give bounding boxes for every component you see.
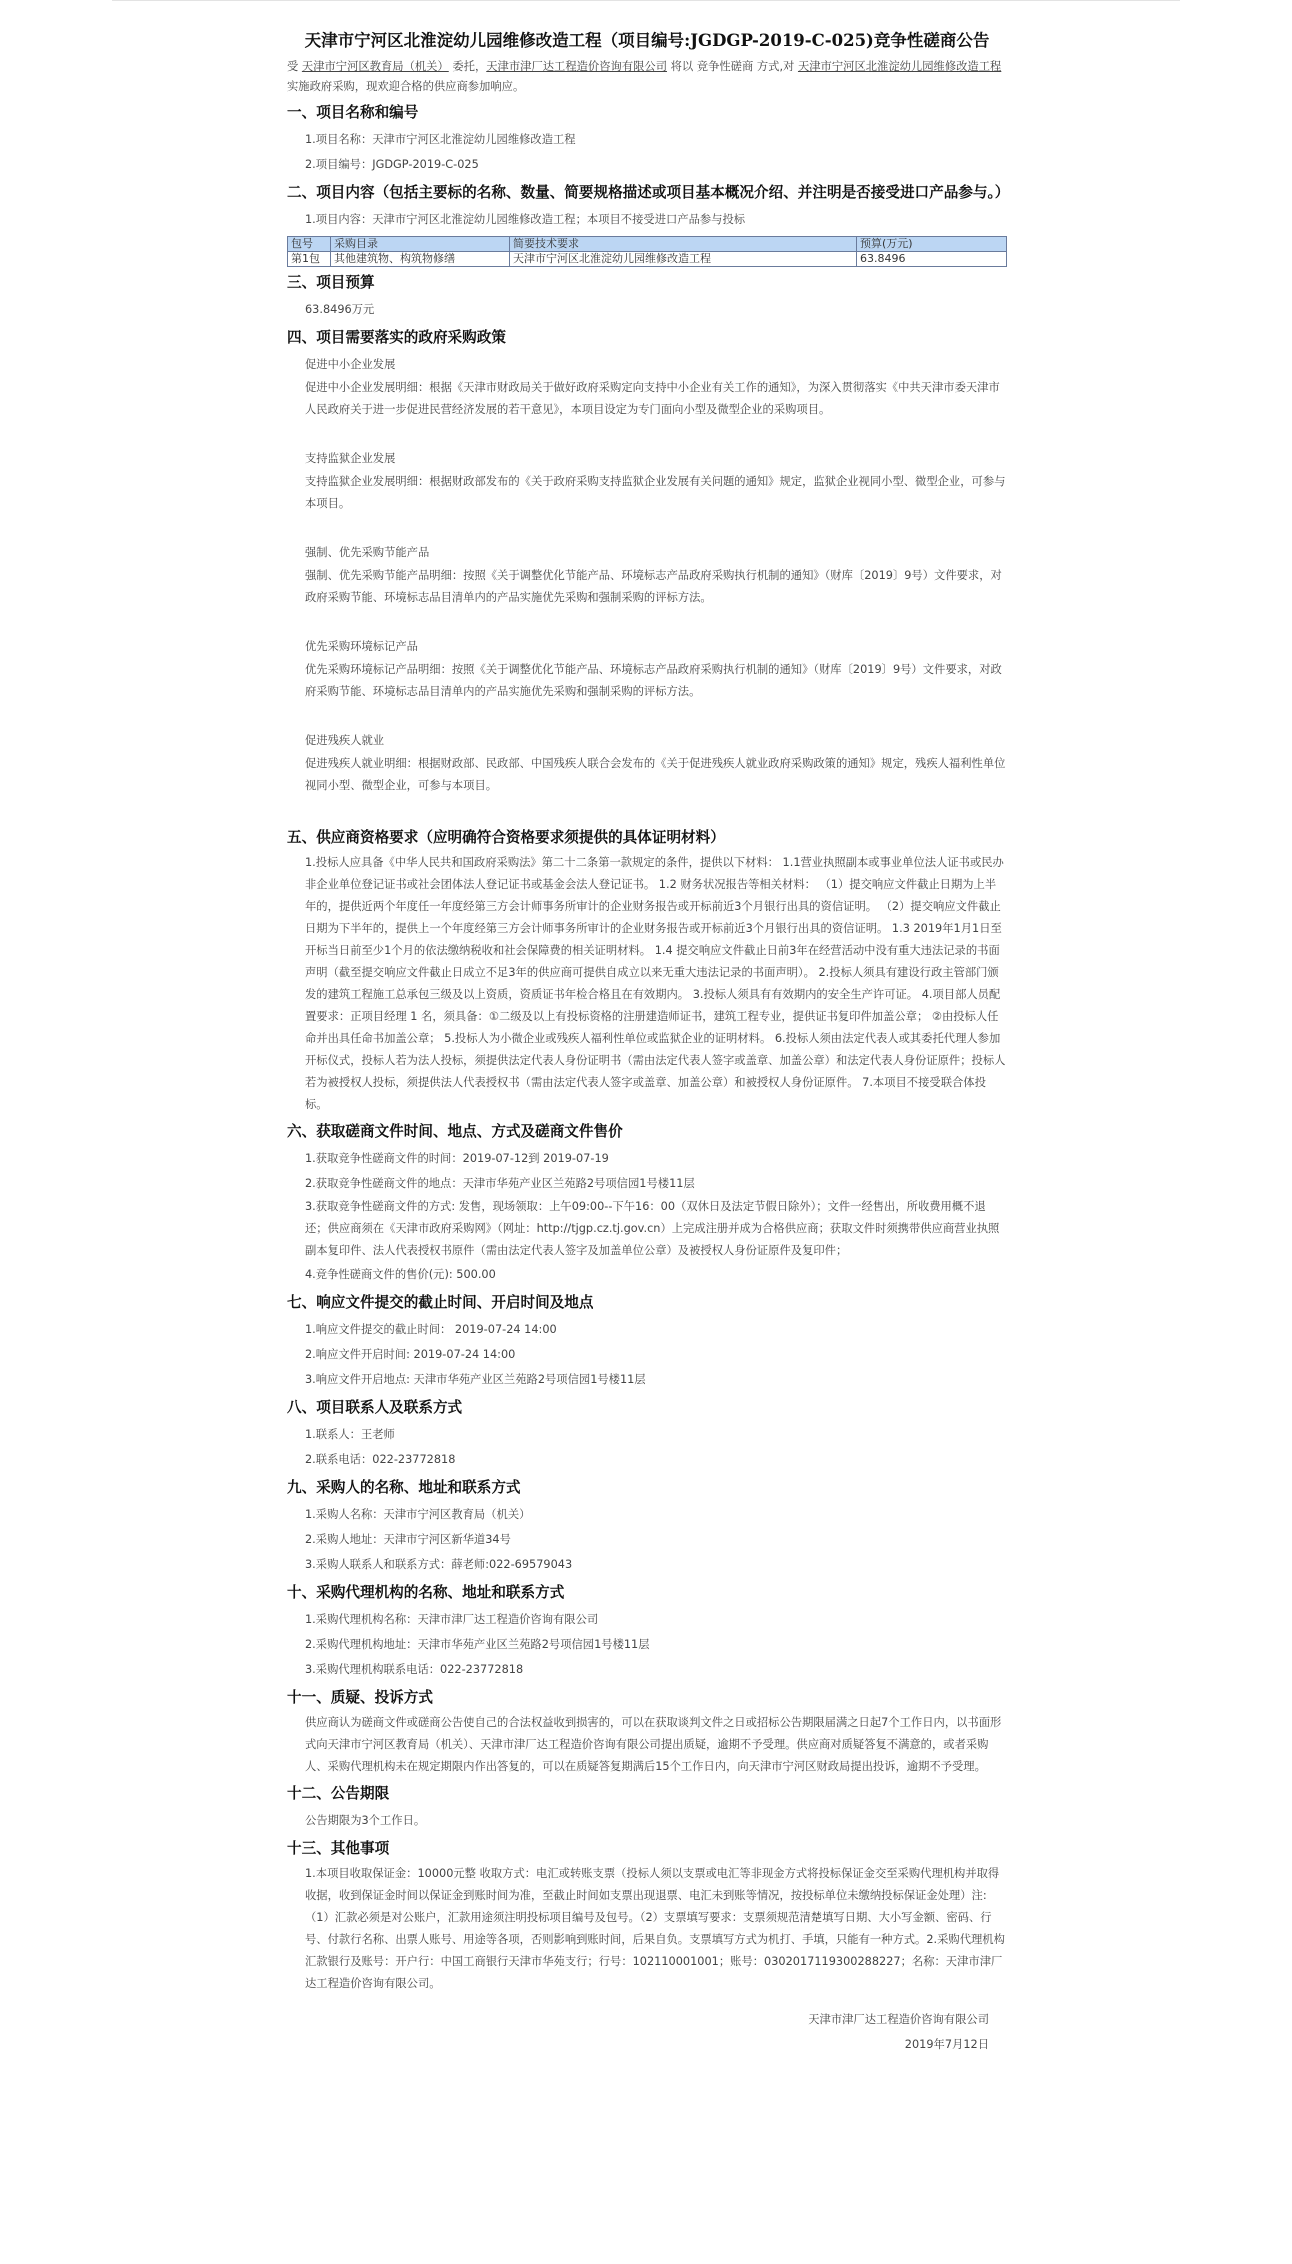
policy-title: 促进中小企业发展: [305, 358, 396, 371]
complaint-body: 供应商认为磋商文件或磋商公告使自己的合法权益收到损害的，可以在获取谈判文件之日或招标公告期限届满之日起7个工作日内，以书面形式向天津市宁河区教育局（机关）、天津市津厂达工程造价咨询有限公司提出质疑，逾期不予受理。供应商对质疑答复不满意的，或者采购人、采购代理机构未在规定期限内作出答复的，可以在质疑答复期满后15个工作日内，向天津市宁河区财政局提出投诉，逾期不予受理。: [305, 1716, 1002, 1773]
section-heading-9: 九、采购人的名称、地址和联系方式: [287, 1479, 521, 1496]
policy-title: 促进残疾人就业: [305, 734, 385, 747]
page-title: 天津市宁河区北淮淀幼儿园维修改造工程（项目编号:JGDGP-2019-C-025)竞争性磋商公告: [304, 31, 990, 50]
policy-title: 支持监狱企业发展: [305, 452, 396, 465]
purchaser-address: 2.采购人地址：天津市宁河区新华道34号: [305, 1533, 511, 1546]
policy-title: 优先采购环境标记产品: [305, 640, 418, 653]
policy-detail: 促进残疾人就业明细：根据财政部、民政部、中国残疾人联合会发布的《关于促进残疾人就业政府采购政策的通知》规定，残疾人福利性单位视同小型、微型企业，可参与本项目。: [305, 757, 1006, 792]
section-heading-13: 十三、其他事项: [287, 1840, 390, 1857]
document-price-line: 4.竞争性磋商文件的售价(元): 500.00: [305, 1268, 496, 1281]
agency-link: 天津市津厂达工程造价咨询有限公司: [486, 60, 668, 73]
table-header-row: [288, 237, 1007, 252]
deadline-line: 1.响应文件提交的截止时间： 2019-07-24 14:00: [305, 1323, 557, 1336]
document-place-line: 2.获取竞争性磋商文件的地点：天津市华苑产业区兰苑路2号项信园1号楼11层: [305, 1177, 695, 1190]
agency-phone: 3.采购代理机构联系电话：022-23772818: [305, 1663, 524, 1676]
section-heading-4: 四、项目需要落实的政府采购政策: [287, 329, 506, 346]
purchaser-contact: 3.采购人联系人和联系方式：薛老师:022-69579043: [305, 1558, 573, 1571]
section-heading-3: 三、项目预算: [287, 274, 375, 291]
table-header-cell: 包号: [288, 237, 331, 252]
other-matters-body: 1.本项目收取保证金：10000元整 收取方式：电汇或转账支票（投标人须以支票或电汇等非现金方式将投标保证金交至采购代理机构并取得收据，收到保证金时间以保证金到账时间为准，至截止时间如支票出现退票、电汇未到账等情况，按投标单位未缴纳投标保证金处理）注:（1）汇款必须是对公账户，汇款用途须注明投标项目编号及包号。（2）支票填写要求：支票须规范清楚填写日期、大小写金额、密码、行号、付款行名称、出票人账号、用途等各项，否则影响到账时间，后果自负。支票填写方式为机打、手填，只能有一种方式。2.采购代理机构汇款银行及账号：开户行：中国工商银行天津市华苑支行；行号：102110001001；账号：0302017119300288227；名称：天津市津厂达工程造价咨询有限公司。: [305, 1867, 1005, 1990]
table-header-cell: 简要技术要求: [510, 237, 857, 252]
section-heading-10: 十、采购代理机构的名称、地址和联系方式: [287, 1584, 565, 1601]
table-cell: 其他建筑物、构筑物修缮: [331, 252, 510, 267]
intro-text-2: 委托，: [448, 60, 487, 73]
document-method-line: 3.获取竞争性磋商文件的方式: 发售，现场领取：上午09:00--下午16：00（双休日及法定节假日除外）；文件一经售出，所收费用概不退还；供应商须在《天津市政府采购网》（网址：http://tjgp.cz.tj.gov.cn）上完成注册并成为合格供应商；获取文件时须携带供应商营业执照副本复印件、法人代表授权书原件（需由法定代表人签字及加盖单位公章）及被授权人身份证原件及复印件；: [305, 1200, 1000, 1257]
policy-title: 强制、优先采购节能产品: [305, 546, 430, 559]
contact-phone: 2.联系电话：022-23772818: [305, 1453, 456, 1466]
section-heading-8: 八、项目联系人及联系方式: [287, 1399, 463, 1416]
opening-time-line: 2.响应文件开启时间: 2019-07-24 14:00: [305, 1348, 516, 1361]
signature-block: [287, 2007, 1007, 2057]
table-cell: 第1包: [288, 252, 331, 267]
opening-place-line: 3.响应文件开启地点: 天津市华苑产业区兰苑路2号项信园1号楼11层: [305, 1373, 646, 1386]
top-divider: [112, 0, 1180, 1]
purchaser-link: 天津市宁河区教育局（机关）: [301, 60, 449, 73]
table-header-cell: 采购目录: [331, 237, 510, 252]
section-heading-1: 一、项目名称和编号: [287, 104, 419, 121]
table-cell: 63.8496: [857, 252, 1007, 267]
project-link: 天津市宁河区北淮淀幼儿园维修改造工程: [797, 60, 1002, 73]
table-cell: 天津市宁河区北淮淀幼儿园维修改造工程: [510, 252, 857, 267]
document-time-line: 1.获取竞争性磋商文件的时间：2019-07-12到 2019-07-19: [305, 1152, 609, 1165]
agency-name: 1.采购代理机构名称：天津市津厂达工程造价咨询有限公司: [305, 1613, 599, 1626]
policy-detail: 优先采购环境标记产品明细：按照《关于调整优化节能产品、环境标志产品政府采购执行机制的通知》（财库〔2019〕9号）文件要求，对政府采购节能、环境标志品目清单内的产品实施优先采购和强制采购的评标方法。: [305, 663, 1002, 698]
agency-address: 2.采购代理机构地址：天津市华苑产业区兰苑路2号项信园1号楼11层: [305, 1638, 650, 1651]
policy-detail: 促进中小企业发展明细：根据《天津市财政局关于做好政府采购定向支持中小企业有关工作的通知》，为深入贯彻落实《中共天津市委天津市人民政府关于进一步促进民营经济发展的若干意见》，本项目设定为专门面向小型及微型企业的采购项目。: [305, 381, 1000, 416]
policy-detail: 强制、优先采购节能产品明细：按照《关于调整优化节能产品、环境标志产品政府采购执行机制的通知》（财库〔2019〕9号）文件要求，对政府采购节能、环境标志品目清单内的产品实施优先采购和强制采购的评标方法。: [305, 569, 1002, 604]
project-name-line: 1.项目名称：天津市宁河区北淮淀幼儿园维修改造工程: [305, 133, 576, 146]
table-header-cell: 预算(万元): [857, 237, 1007, 252]
budget-value: 63.8496万元: [305, 303, 375, 316]
intro-text-3: 将以 竞争性磋商 方式,对: [667, 60, 798, 73]
announcement-period: 公告期限为3个工作日。: [305, 1814, 426, 1827]
signature-org: 天津市津厂达工程造价咨询有限公司: [808, 2013, 989, 2026]
project-number-line: 2.项目编号：JGDGP-2019-C-025: [305, 158, 479, 171]
intro-text-1: 受: [287, 60, 302, 73]
qualification-body: 1.投标人应具备《中华人民共和国政府采购法》第二十二条第一款规定的条件，提供以下材料： 1.1营业执照副本或事业单位法人证书或民办非企业单位登记证书或社会团体法人登记证书或基金会法人登记证书。 1.2 财务状况报告等相关材料： （1）提交响应文件截止日期为上半年的，提供近两个年度任一年度经第三方会计师事务所审计的企业财务报告或开标前近3个月银行出具的资信证明。 （2）提交响应文件截止日期为下半年的，提供上一个年度经第三方会计师事务所审计的企业财务报告或开标前近3个月银行出具的资信证明。 1.3 2019年1月1日至开标当日前至少1个月的依法缴纳税收和社会保障费的相关证明材料。 1.4 提交响应文件截止日前3年在经营活动中没有重大违法记录的书面声明（截至提交响应文件截止日成立不足3年的供应商可提供自成立以来无重大违法记录的书面声明）。 2.投标人须具有建设行政主管部门颁发的建筑工程施工总承包三级及以上资质，资质证书年检合格且在有效期内。 3.投标人须具有有效期内的安全生产许可证。 4.项目部人员配置要求：正项目经理 1 名，须具备：①二级及以上有投标资格的注册建造师证书，建筑工程专业，提供证书复印件加盖公章； ②由投标人任命并出具任命书加盖公章； 5.投标人为小微企业或残疾人福利性单位或监狱企业的证明材料。 6.投标人须由法定代表人或其委托代理人参加开标仪式，投标人若为法人投标，须提供法定代表人身份证明书（需由法定代表人签字或盖章、加盖公章）和法定代表人身份证原件；投标人若为被授权人投标，须提供法人代表授权书（需由法定代表人签字或盖章、加盖公章）和被授权人身份证原件。 7.本项目不接受联合体投标。: [305, 856, 1006, 1111]
table-row: [288, 252, 1007, 267]
section-heading-11: 十一、质疑、投诉方式: [287, 1689, 433, 1706]
announcement-document: [287, 22, 1010, 2057]
intro-text-4: 实施政府采购，现欢迎合格的供应商参加响应。: [287, 80, 525, 93]
section-heading-7: 七、响应文件提交的截止时间、开启时间及地点: [287, 1294, 594, 1311]
section-heading-12: 十二、公告期限: [287, 1785, 390, 1802]
package-table: [287, 236, 1007, 267]
section-heading-2: 二、项目内容（包括主要标的名称、数量、简要规格描述或项目基本概况介绍、并注明是否接受进口产品参与。）: [287, 184, 1010, 201]
section-heading-5: 五、供应商资格要求（应明确符合资格要求须提供的具体证明材料）: [287, 829, 725, 846]
purchaser-name: 1.采购人名称：天津市宁河区教育局（机关）: [305, 1508, 531, 1521]
contact-person: 1.联系人：王老师: [305, 1428, 395, 1441]
project-content-line: 1.项目内容：天津市宁河区北淮淀幼儿园维修改造工程；本项目不接受进口产品参与投标: [305, 213, 746, 226]
intro-paragraph: [287, 57, 1007, 97]
policy-detail: 支持监狱企业发展明细：根据财政部发布的《关于政府采购支持监狱企业发展有关问题的通知》规定，监狱企业视同小型、微型企业，可参与本项目。: [305, 475, 1006, 510]
signature-date: 2019年7月12日: [904, 2038, 989, 2051]
section-heading-6: 六、获取磋商文件时间、地点、方式及磋商文件售价: [287, 1123, 623, 1140]
